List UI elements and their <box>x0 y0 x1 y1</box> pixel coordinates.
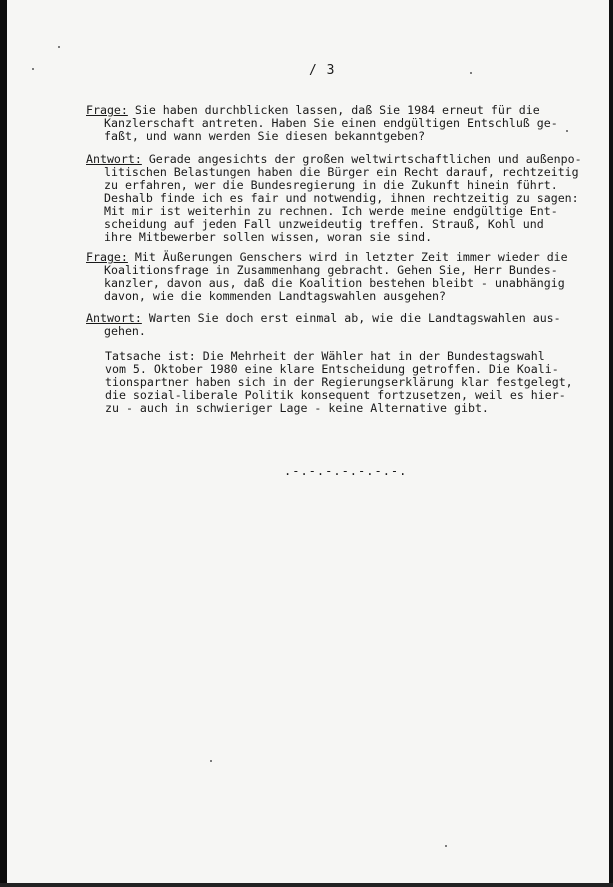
paragraph-line: vom 5. Oktober 1980 eine klare Entscheidung getroffen. Die Koali- <box>105 362 559 376</box>
qa-line: davon, wie die kommenden Landtagswahlen ausgehen? <box>104 289 447 303</box>
qa-line: zu erfahren, wer die Bundesregierung in die Zukunft hinein führt. <box>104 178 558 192</box>
qa-line: Warten Sie doch erst einmal ab, wie die Landtagswahlen aus- <box>141 311 561 325</box>
scan-speck <box>32 68 34 70</box>
page-number: / 3 <box>309 63 336 78</box>
qa-line: Mit mir ist weiterhin zu rechnen. Ich werde meine endgültige Ent- <box>104 204 558 218</box>
scan-border-right <box>609 0 613 887</box>
scan-border-bottom <box>0 883 613 887</box>
qa-line: ihre Mitbewerber sollen wissen, woran sie sind. <box>104 230 433 244</box>
qa-line: litischen Belastungen haben die Bürger ein Recht darauf, rechtzeitig <box>104 165 579 179</box>
qa-line: kanzler, davon aus, daß die Koalition bestehen bleibt - unabhängig <box>104 276 565 290</box>
qa-line: Deshalb finde ich es fair und notwendig, ihnen rechtzeitig zu sagen: <box>104 191 579 205</box>
scan-speck <box>445 845 447 847</box>
qa-first-line <box>86 312 606 325</box>
answer-block-2 <box>86 312 606 338</box>
paragraph-line: zu - auch in schwieriger Lage - keine Alternative gibt. <box>105 401 489 415</box>
qa-line: Sie haben durchblicken lassen, daß Sie 1984 erneut für die <box>127 103 540 117</box>
qa-line: scheidung auf jeden Fall unzweideutig treffen. Strauß, Kohl und <box>104 217 544 231</box>
qa-line: Mit Äußerungen Genschers wird in letzter Zeit immer wieder die <box>127 250 568 264</box>
question-block-1 <box>86 104 606 143</box>
qa-line: gehen. <box>104 324 146 338</box>
scan-speck <box>470 72 472 74</box>
question-label: Frage: <box>86 250 128 264</box>
paragraph-line: tionspartner haben sich in der Regierungserklärung klar festgelegt, <box>105 375 573 389</box>
end-separator: .-.-.-.-.-.-.-. <box>284 464 408 478</box>
qa-line: Gerade angesichts der großen weltwirtschaftlichen und außenpo- <box>141 152 582 166</box>
scan-border-left <box>0 0 7 887</box>
scan-speck <box>210 760 212 762</box>
paragraph-line: die sozial-liberale Politik konsequent fortzusetzen, weil es hier- <box>105 388 566 402</box>
question-label: Frage: <box>86 103 128 117</box>
closing-paragraph <box>105 350 605 415</box>
answer-label: Antwort: <box>86 311 142 325</box>
answer-label: Antwort: <box>86 152 142 166</box>
scan-speck <box>58 46 60 48</box>
paragraph-line: Tatsache ist: Die Mehrheit der Wähler hat in der Bundestagswahl <box>105 349 545 363</box>
answer-block-1 <box>86 153 606 244</box>
qa-line: faßt, und wann werden Sie diesen bekanntgeben? <box>104 129 426 143</box>
question-block-2 <box>86 251 606 303</box>
qa-line: Kanzlerschaft antreten. Haben Sie einen endgültigen Entschluß ge- <box>104 116 558 130</box>
qa-line: Koalitionsfrage in Zusammenhang gebracht. Gehen Sie, Herr Bundes- <box>104 263 558 277</box>
